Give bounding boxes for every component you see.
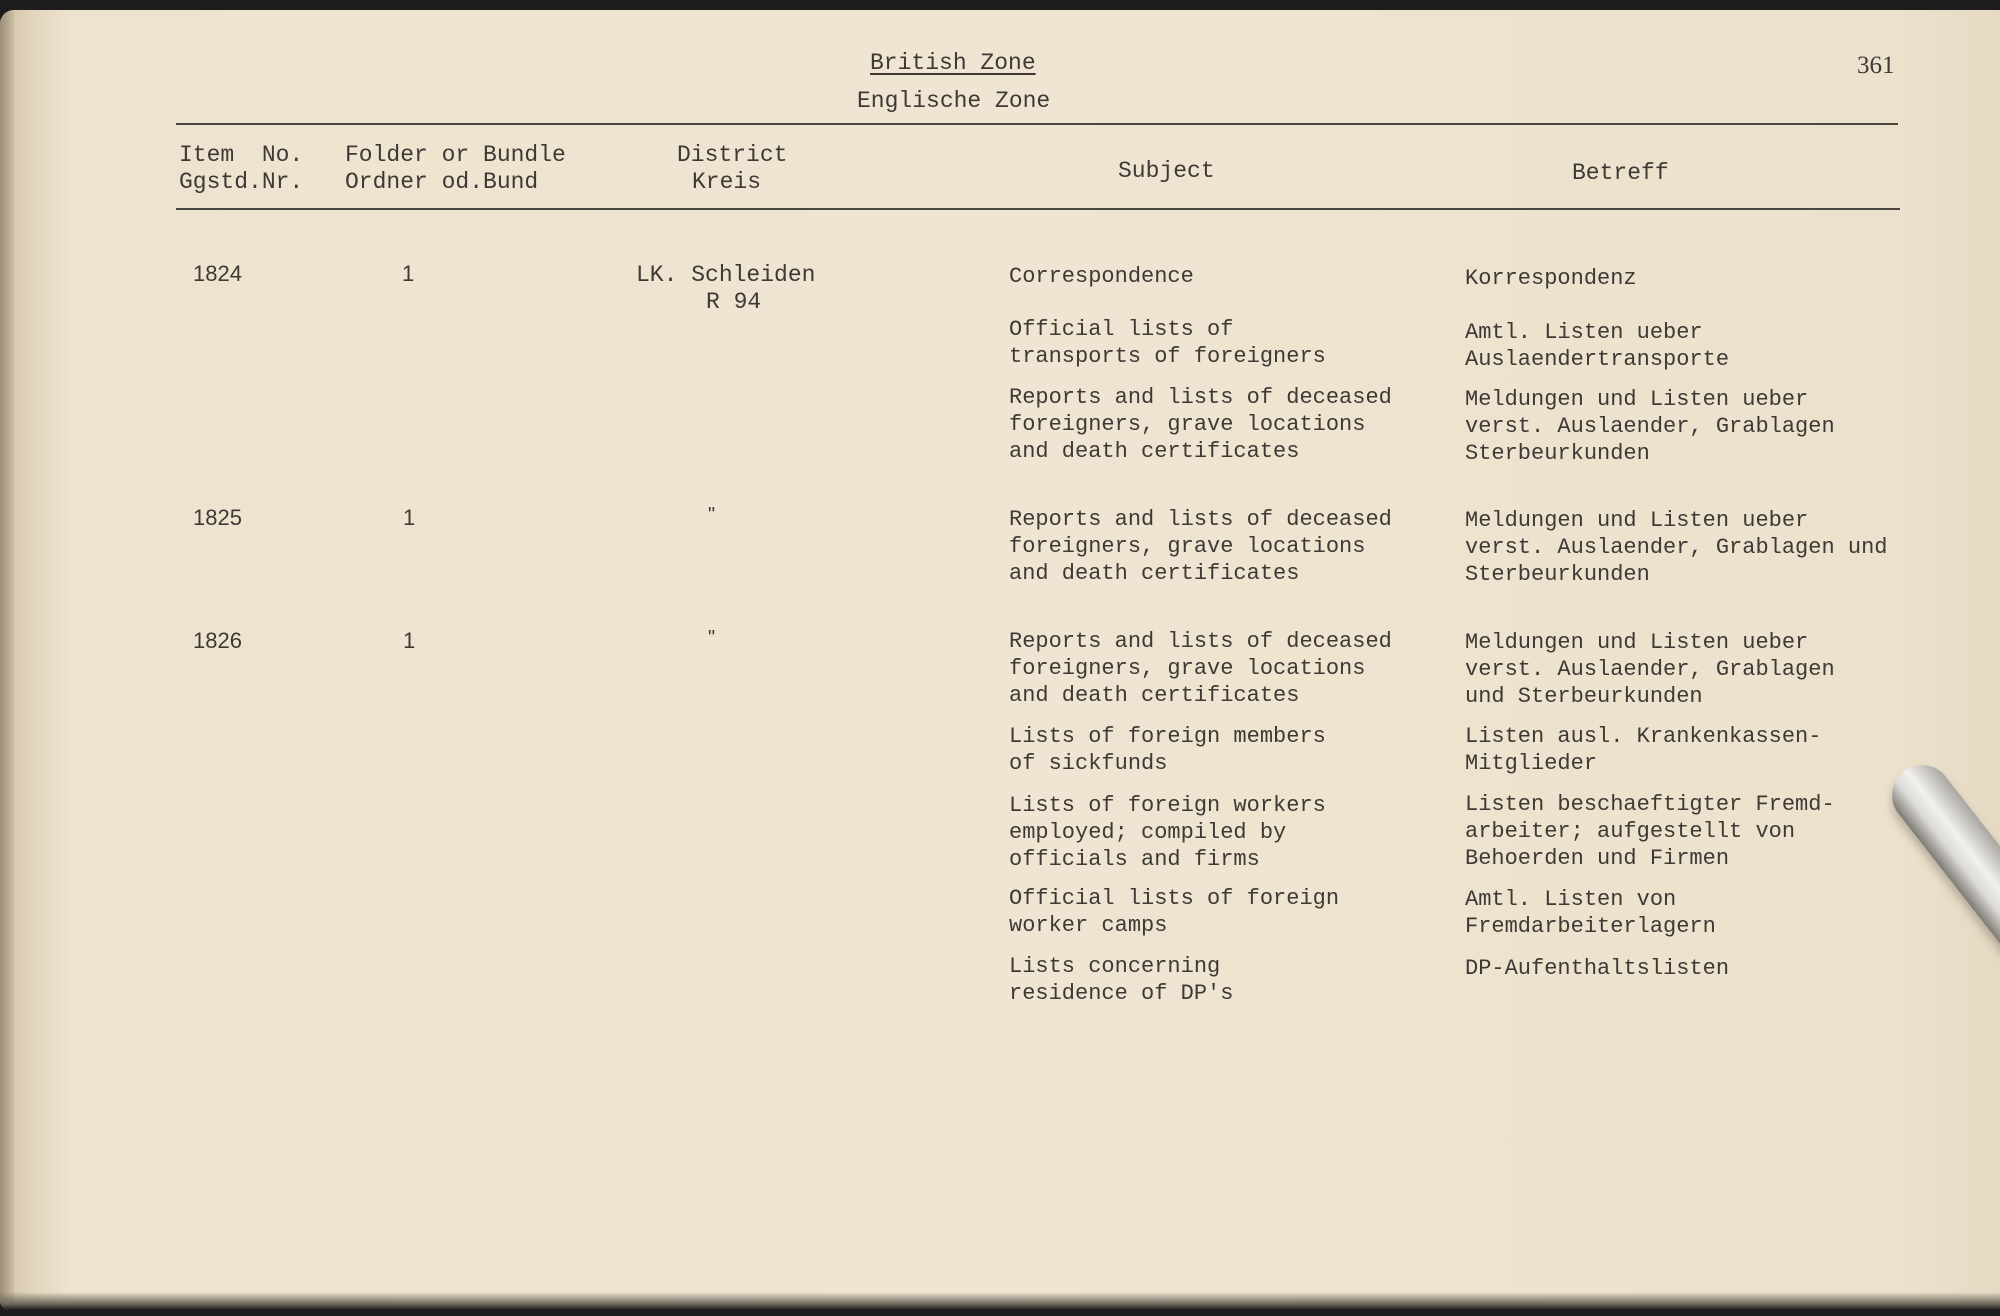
subject-entry: Lists of foreign workers employed; compiled by officials and firms xyxy=(1009,793,1326,872)
col-item-en: Item No. xyxy=(179,142,304,168)
item-number: 1826 xyxy=(193,628,242,653)
betreff-entry: Listen ausl. Krankenkassen- Mitglieder xyxy=(1465,724,1822,776)
col-folder-de: Ordner od.Bund xyxy=(345,169,539,195)
zone-title-de: Englische Zone xyxy=(857,88,1051,114)
district-name: LK. Schleiden xyxy=(636,262,816,288)
col-betreff: Betreff xyxy=(1572,160,1669,186)
item-number: 1824 xyxy=(193,261,242,286)
col-subject: Subject xyxy=(1118,158,1215,184)
col-item-de: Ggstd.Nr. xyxy=(179,169,304,195)
header-rule-top xyxy=(176,123,1898,125)
header-rule-bottom xyxy=(176,208,1900,210)
folder-number: 1 xyxy=(403,628,416,653)
betreff-entry: DP-Aufenthaltslisten xyxy=(1465,956,1730,981)
betreff-entry: Korrespondenz xyxy=(1465,266,1637,291)
col-district-en: District xyxy=(677,142,788,168)
betreff-entry: Amtl. Listen ueber Auslaendertransporte xyxy=(1465,320,1730,372)
document-page xyxy=(0,10,2000,1310)
subject-entry: Correspondence xyxy=(1009,264,1194,289)
subject-entry: Reports and lists of deceased foreigners, grave locations and death certificates xyxy=(1009,385,1392,464)
subject-entry: Official lists of foreign worker camps xyxy=(1009,886,1340,938)
subject-entry: Lists concerning residence of DP's xyxy=(1009,954,1234,1006)
page-number: 361 xyxy=(1857,52,1895,79)
folder-number: 1 xyxy=(402,261,415,286)
col-district-de: Kreis xyxy=(692,169,762,195)
betreff-entry: Amtl. Listen von Fremdarbeiterlagern xyxy=(1465,887,1716,939)
betreff-entry: Meldungen und Listen ueber verst. Auslaender, Grablagen und Sterbeurkunden xyxy=(1465,630,1835,709)
district-ditto: " xyxy=(708,504,716,526)
tweezer-tip xyxy=(1880,753,2000,1026)
subject-entry: Lists of foreign members of sickfunds xyxy=(1009,724,1326,776)
betreff-entry: Listen beschaeftigter Fremd- arbeiter; aufgestellt von Behoerden und Firmen xyxy=(1465,792,1835,871)
subject-entry: Official lists of transports of foreigners xyxy=(1009,317,1326,369)
col-folder-en: Folder or Bundle xyxy=(345,142,566,168)
folder-number: 1 xyxy=(403,505,416,530)
district-ditto: " xyxy=(708,627,716,649)
district-code: R 94 xyxy=(706,289,762,315)
subject-entry: Reports and lists of deceased foreigners, grave locations and death certificates xyxy=(1009,629,1392,708)
item-number: 1825 xyxy=(193,505,242,530)
betreff-entry: Meldungen und Listen ueber verst. Auslaender, Grablagen Sterbeurkunden xyxy=(1465,387,1835,466)
betreff-entry: Meldungen und Listen ueber verst. Auslaender, Grablagen und Sterbeurkunden xyxy=(1465,508,1888,587)
zone-title-en: British Zone xyxy=(870,50,1036,76)
subject-entry: Reports and lists of deceased foreigners, grave locations and death certificates xyxy=(1009,507,1392,586)
